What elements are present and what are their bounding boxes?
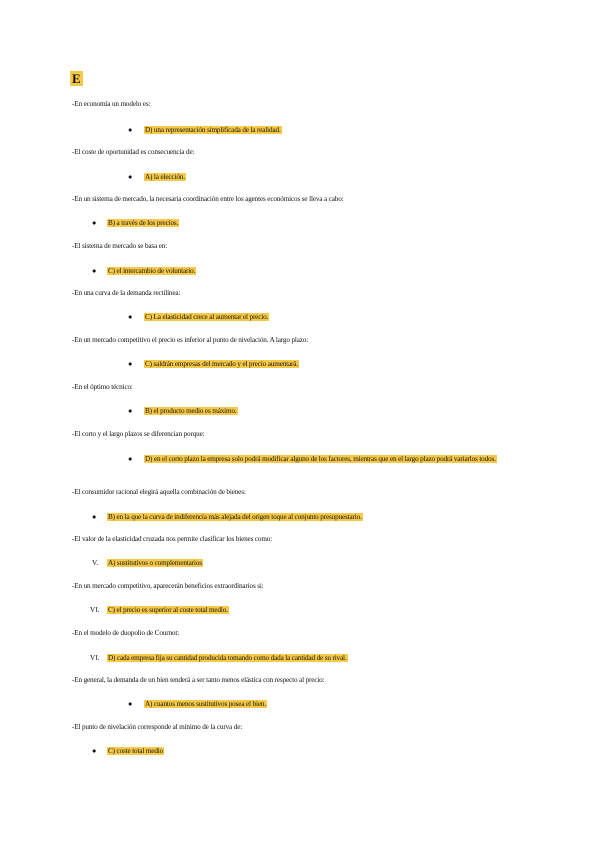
answer-bullet-9: ● [92,513,97,521]
question-9: -El consumidor racional elegirá aquella combinación de bienes: [72,488,246,496]
question-11: -En un mercado competitivo, aparecerán beneficios extraordinarios si: [72,582,264,590]
question-5: -En una curva de la demanda rectilínea: [72,289,181,297]
answer-5: C) La elasticidad crece al aumentar el precio. [145,313,269,321]
answer-bullet-4: ● [92,267,97,275]
answer-bullet-2: ● [128,173,133,181]
question-13: -En general, la demanda de un bien tenderá a ser tanto menos elástica con respecto al precio: [72,676,325,684]
answer-marker-11: VI. [90,606,100,614]
question-1: -En economía un modelo es: [72,100,151,108]
answer-bullet-3: ● [92,219,97,227]
answer-14: C) coste total medio [108,747,164,755]
section-letter: E [72,71,81,86]
answer-4: C) el intercambio de voluntario. [108,267,196,275]
question-14: -El punto de nivelación corresponde al mínimo de la curva de: [72,723,243,731]
answer-2: A) la elección. [145,173,185,181]
question-6: -En un mercado competitivo el precio es inferior al punto de nivelación. A largo plazo: [72,336,309,344]
answer-bullet-7: ● [128,407,133,415]
answer-bullet-6: ● [128,360,133,368]
answer-marker-12: VI. [90,654,100,662]
answer-bullet-1: ● [128,126,133,134]
answer-10: A) sustitutivos o complementarios [108,559,202,567]
question-2: -El coste de oportunidad es consecuencia de: [72,148,195,156]
answer-bullet-8: ● [128,455,133,463]
answer-bullet-5: ● [128,313,133,321]
answer-13: A) cuantos menos sustitutivos posea el bien. [145,700,266,708]
answer-7: B) el producto medio es máximo. [145,407,237,415]
answer-1: D) una representación simplificada de la realidad. [145,126,281,134]
question-4: -El sistema de mercado se basa en: [72,242,168,250]
answer-11: C) el precio es superior al coste total medio. [108,606,228,614]
answer-3: B) a través de los precios. [108,219,179,227]
question-10: -El valor de la elasticidad cruzada nos permite clasificar los bienes como: [72,535,273,543]
answer-6: C) saldrán empresas del mercado y el precio aumentará. [145,360,298,368]
question-3: -En un sistema de mercado, la necesaria coordinación entre los agentes económicos se lleva a cabo: [72,195,344,203]
answer-12: D) cada empresa fija su cantidad producida tomando como dada la cantidad de su rival. [108,654,347,662]
answer-marker-10: V. [92,559,99,567]
question-7: -En el óptimo técnico: [72,383,133,391]
answer-8: D) en el corto plazo la empresa solo podrá modificar alguno de los factores, mientras que en el largo plazo podrá variarlos todos. [145,455,496,463]
answer-9: B) en la que la curva de indiferencia más alejada del origen toque al conjunto presupuestario. [108,513,362,521]
question-8: -El corto y el largo plazos se diferencian porque: [72,430,205,438]
answer-bullet-13: ● [128,700,133,708]
answer-bullet-14: ● [92,747,97,755]
question-12: -En el modelo de duopolio de Cournot: [72,629,180,637]
